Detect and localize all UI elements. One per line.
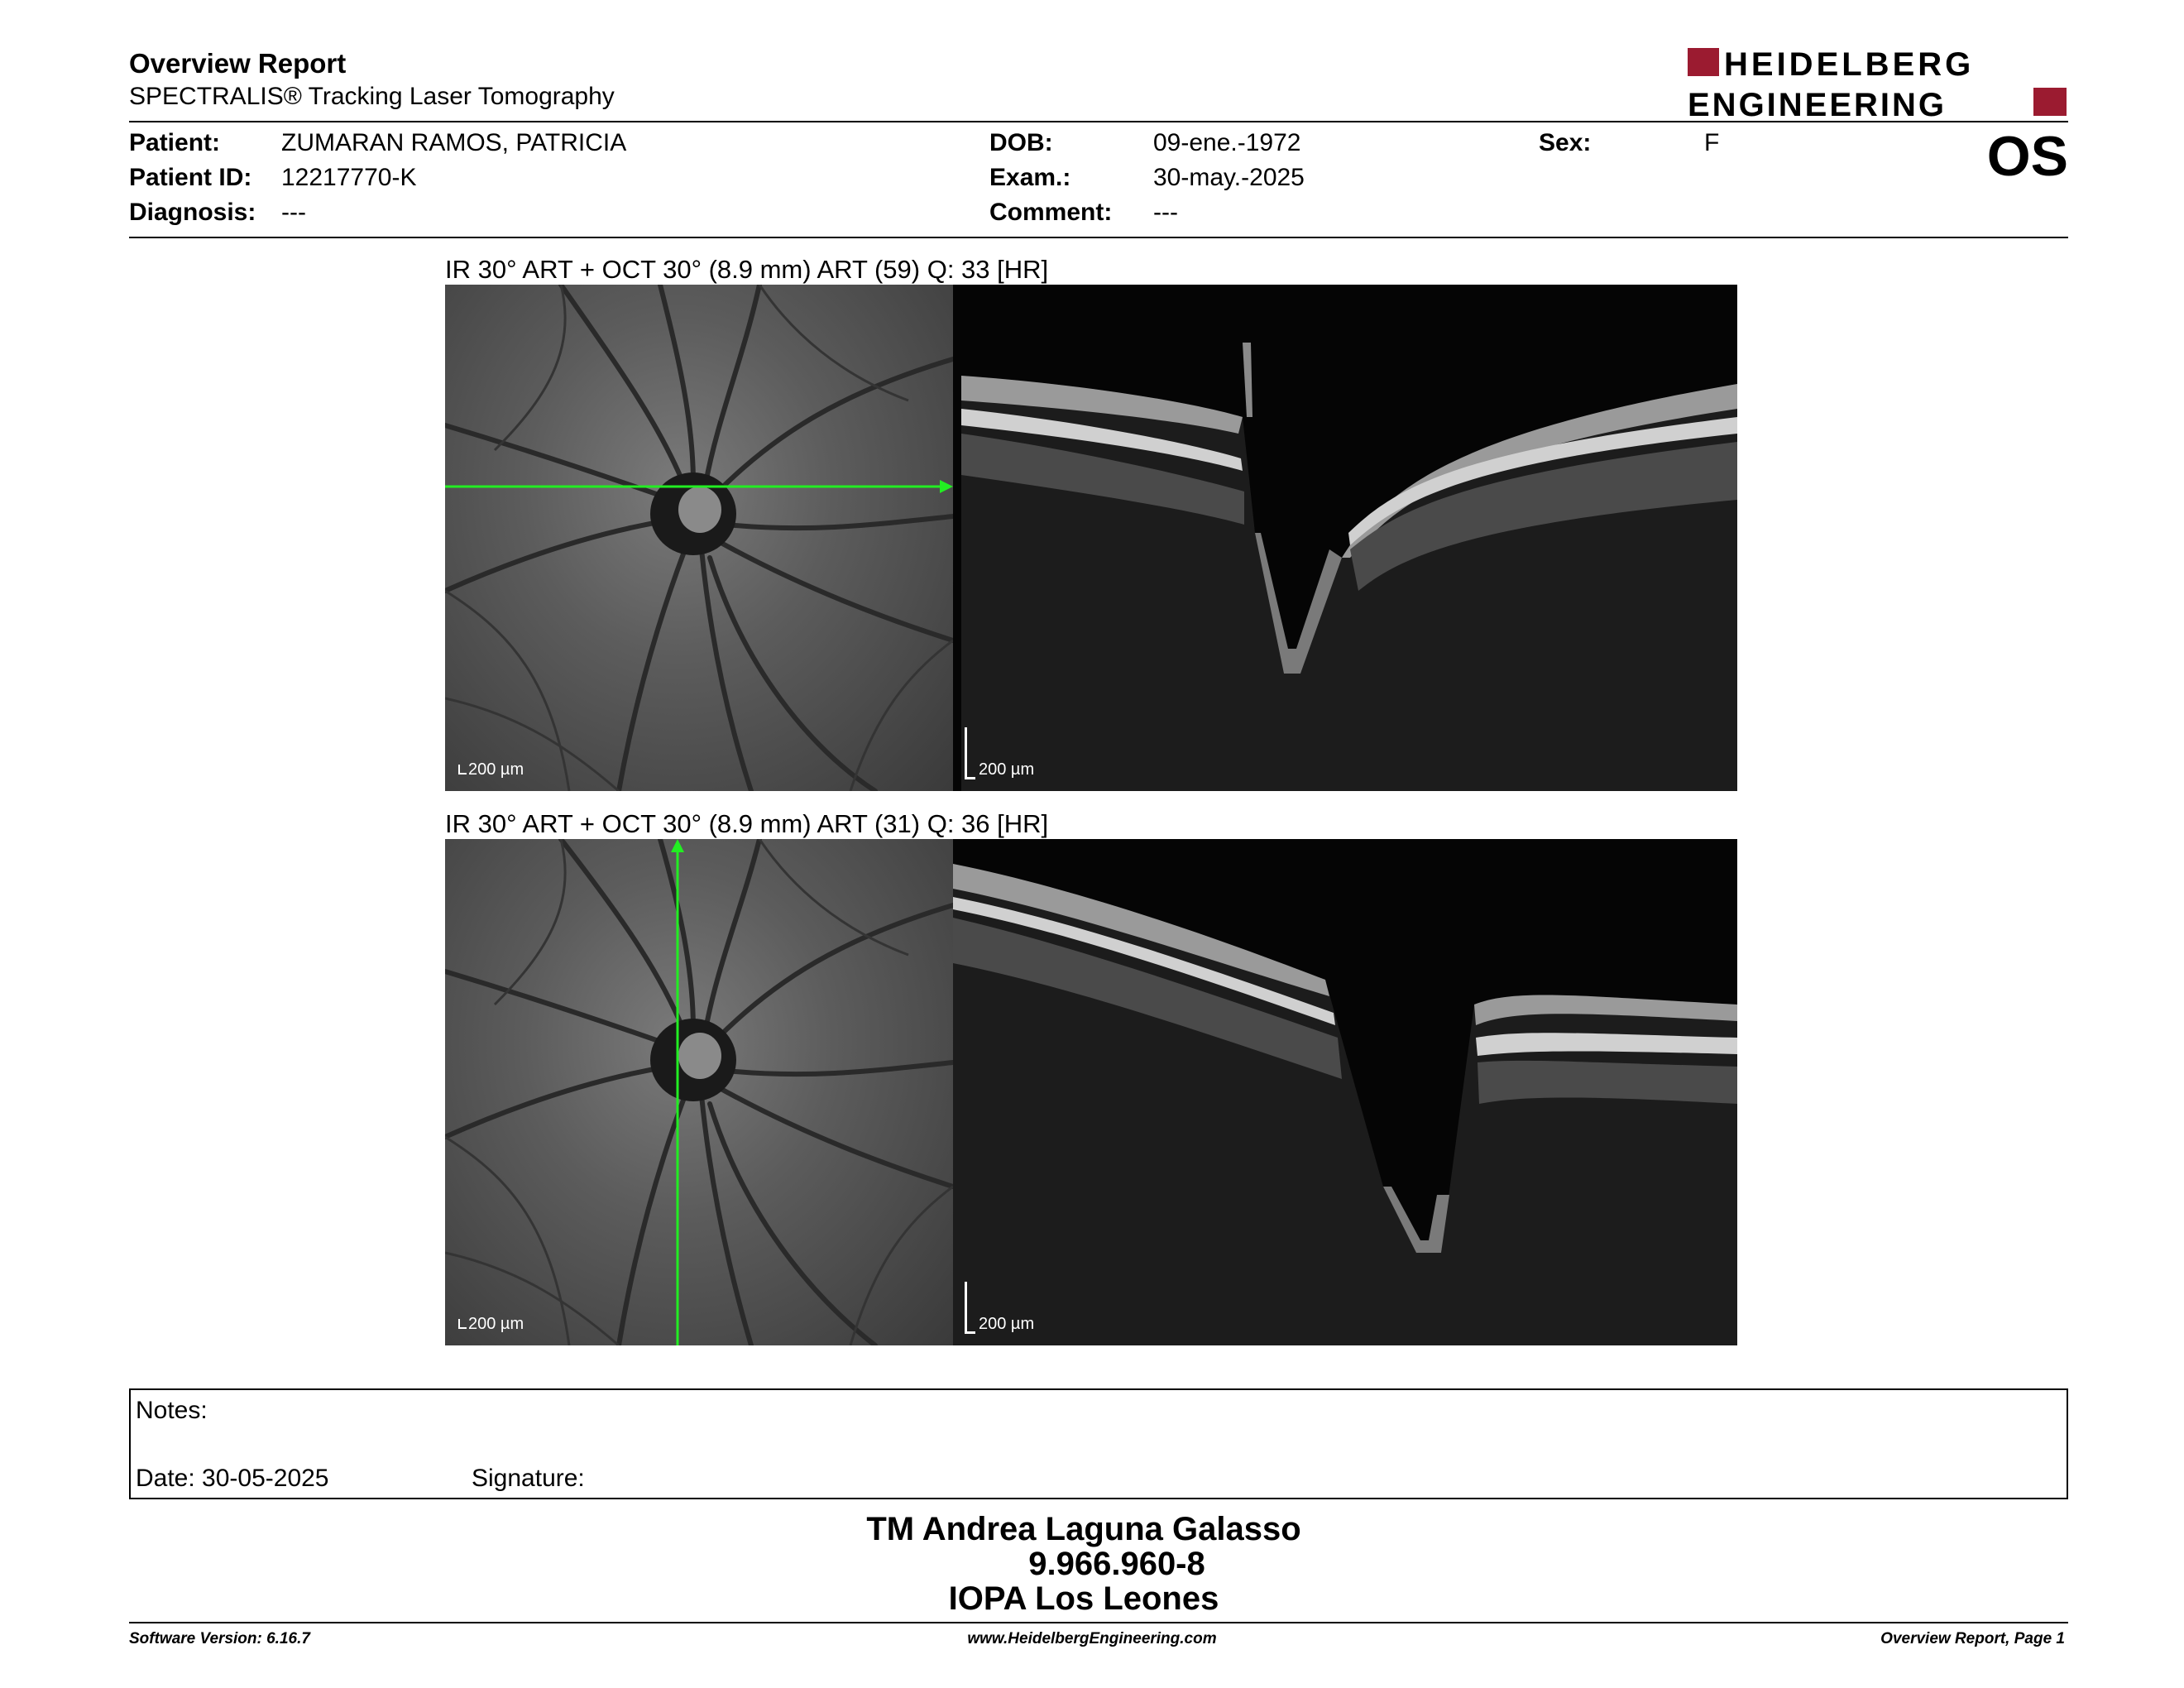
scan-1-oct-scalebar: 200 µm — [965, 727, 1034, 779]
exam-value: 30-may.-2025 — [1153, 164, 1305, 191]
signature-label: Signature: — [472, 1465, 585, 1492]
patient-name: ZUMARAN RAMOS, PATRICIA — [281, 129, 627, 156]
scan-2-oct-scalebar: 200 µm — [965, 1282, 1034, 1334]
diagnosis-value: --- — [281, 199, 306, 226]
exam-label: Exam.: — [989, 164, 1071, 191]
scalebar-icon — [458, 1319, 467, 1329]
diagnosis-label: Diagnosis: — [129, 199, 256, 226]
software-version: Software Version: 6.16.7 — [129, 1630, 310, 1647]
notes-box[interactable] — [129, 1388, 2068, 1499]
scan-1-oct-layers — [953, 285, 1737, 791]
report-subtitle: SPECTRALIS® Tracking Laser Tomography — [129, 83, 615, 110]
scan-2-fundus-scalebar: 200 µm — [458, 1315, 524, 1334]
website-link[interactable]: www.HeidelbergEngineering.com — [967, 1630, 1217, 1647]
header-divider-bottom — [129, 237, 2068, 238]
comment-value: --- — [1153, 199, 1178, 226]
dob-value: 09-ene.-1972 — [1153, 129, 1301, 156]
scan-2-fundus-vessels — [445, 839, 953, 1345]
signer-institution: IOPA Los Leones — [948, 1580, 1219, 1617]
comment-label: Comment: — [989, 199, 1113, 226]
sex-value: F — [1704, 129, 1720, 156]
scan-2-oct-bscan — [953, 839, 1737, 1345]
header-divider-top — [129, 121, 2068, 122]
scan-1-title: IR 30° ART + OCT 30° (8.9 mm) ART (59) Q: 33 [HR] — [445, 255, 1049, 284]
sex-label: Sex: — [1539, 129, 1592, 156]
scan-1-oct-bscan — [953, 285, 1737, 791]
notes-label: Notes: — [136, 1397, 208, 1424]
scan-2-fundus-image — [445, 839, 953, 1345]
scan-1-fundus-vessels — [445, 285, 953, 791]
scan-1-fundus-image — [445, 285, 953, 791]
signer-name: TM Andrea Laguna Galasso — [866, 1511, 1301, 1547]
page-indicator: Overview Report, Page 1 — [1880, 1630, 2065, 1647]
patient-id-label: Patient ID: — [129, 164, 252, 191]
patient-label: Patient: — [129, 129, 221, 156]
eye-laterality: OS — [1986, 125, 2068, 188]
scan-2-oct-layers — [953, 839, 1737, 1345]
scalebar-icon — [458, 765, 467, 774]
scalebar-icon — [965, 727, 975, 779]
heidelberg-logo — [1688, 45, 2068, 121]
report-title: Overview Report — [129, 48, 347, 79]
patient-id-value: 12217770-K — [281, 164, 417, 191]
logo-line1: HEIDELBERG — [1724, 46, 1975, 83]
scan-1-fundus-scalebar: 200 µm — [458, 760, 524, 779]
notes-date: Date: 30-05-2025 — [136, 1465, 329, 1492]
scan-2-title: IR 30° ART + OCT 30° (8.9 mm) ART (31) Q: 36 [HR] — [445, 809, 1049, 838]
dob-label: DOB: — [989, 129, 1053, 156]
scalebar-icon — [965, 1282, 975, 1334]
footer-divider — [129, 1622, 2068, 1623]
logo-line2: ENGINEERING — [1688, 87, 1947, 121]
signer-id: 9.966.960-8 — [1028, 1546, 1205, 1582]
